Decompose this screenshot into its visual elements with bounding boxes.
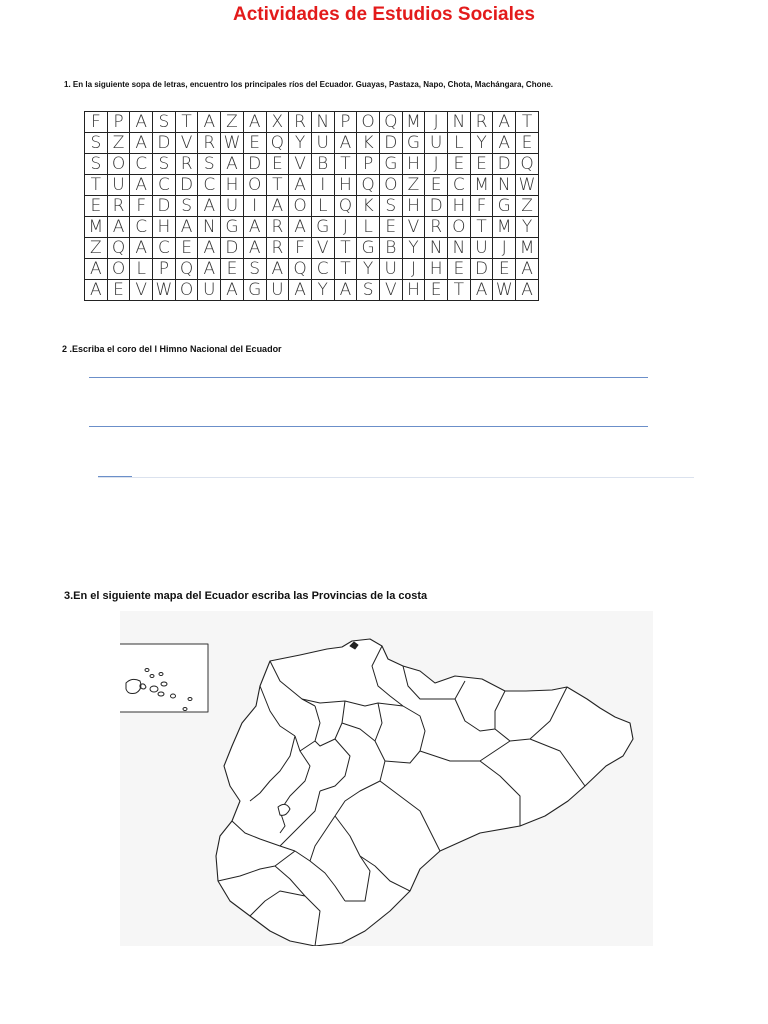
grid-cell[interactable]: R — [107, 196, 130, 217]
grid-cell[interactable]: M — [402, 112, 425, 133]
grid-cell[interactable]: A — [221, 280, 244, 301]
grid-cell[interactable]: T — [334, 154, 357, 175]
grid-cell[interactable]: A — [243, 217, 266, 238]
grid-cell[interactable]: V — [175, 133, 198, 154]
grid-cell[interactable]: R — [266, 238, 289, 259]
grid-cell[interactable]: O — [107, 259, 130, 280]
grid-row — [85, 280, 539, 301]
grid-cell[interactable]: A — [289, 280, 312, 301]
grid-cell[interactable]: E — [221, 259, 244, 280]
grid-cell[interactable]: D — [470, 259, 493, 280]
grid-cell[interactable]: E — [470, 154, 493, 175]
grid-cell[interactable]: S — [153, 112, 176, 133]
grid-cell[interactable]: Q — [334, 196, 357, 217]
question-1-text: 1. En la siguiente sopa de letras, encuentro los principales ríos del Ecuador. Guayas, Pastaza, Napo, Chota, Machángara, Chone. — [64, 80, 554, 89]
grid-row — [85, 133, 539, 154]
grid-cell[interactable]: F — [85, 112, 108, 133]
answer-line-3-start — [98, 476, 132, 477]
grid-cell[interactable]: Q — [357, 175, 380, 196]
grid-cell[interactable]: H — [334, 175, 357, 196]
grid-row — [85, 238, 539, 259]
grid-cell[interactable]: U — [379, 259, 402, 280]
grid-cell[interactable]: N — [311, 112, 334, 133]
question-2-text: 2 .Escriba el coro del l Himno Nacional del Ecuador — [62, 344, 282, 354]
grid-cell[interactable]: V — [289, 154, 312, 175]
grid-cell[interactable]: E — [266, 154, 289, 175]
grid-cell[interactable]: T — [470, 217, 493, 238]
grid-cell[interactable]: Q — [266, 133, 289, 154]
grid-cell[interactable]: W — [221, 133, 244, 154]
grid-cell[interactable]: R — [198, 133, 221, 154]
grid-cell[interactable]: A — [493, 112, 516, 133]
grid-cell[interactable]: N — [425, 238, 448, 259]
grid-cell[interactable]: A — [266, 196, 289, 217]
grid-cell[interactable]: V — [402, 217, 425, 238]
grid-cell[interactable]: A — [198, 112, 221, 133]
grid-cell[interactable]: U — [470, 238, 493, 259]
grid-row — [85, 196, 539, 217]
grid-cell[interactable]: A — [130, 112, 153, 133]
grid-cell[interactable]: T — [516, 112, 539, 133]
grid-cell[interactable]: J — [425, 112, 448, 133]
grid-cell[interactable]: S — [379, 196, 402, 217]
grid-cell[interactable]: C — [153, 175, 176, 196]
grid-row — [85, 175, 539, 196]
grid-cell[interactable]: S — [153, 154, 176, 175]
grid-cell[interactable]: A — [334, 280, 357, 301]
grid-cell[interactable]: S — [357, 280, 380, 301]
grid-cell[interactable]: O — [379, 175, 402, 196]
grid-cell[interactable]: Z — [221, 112, 244, 133]
grid-cell[interactable]: S — [85, 154, 108, 175]
grid-cell[interactable]: P — [107, 112, 130, 133]
grid-cell[interactable]: A — [516, 259, 539, 280]
grid-cell[interactable]: A — [243, 238, 266, 259]
grid-cell[interactable]: E — [448, 154, 471, 175]
grid-cell[interactable]: Z — [402, 175, 425, 196]
grid-cell[interactable]: P — [153, 259, 176, 280]
grid-cell[interactable]: T — [334, 238, 357, 259]
grid-cell[interactable]: G — [221, 217, 244, 238]
grid-cell[interactable]: A — [198, 196, 221, 217]
grid-cell[interactable]: U — [107, 175, 130, 196]
grid-cell[interactable]: D — [379, 133, 402, 154]
galapagos-inset — [120, 644, 208, 712]
grid-cell[interactable]: S — [198, 154, 221, 175]
grid-cell[interactable]: G — [243, 280, 266, 301]
grid-cell[interactable]: Y — [516, 217, 539, 238]
grid-cell[interactable]: C — [198, 175, 221, 196]
grid-cell[interactable]: T — [85, 175, 108, 196]
grid-cell[interactable]: J — [402, 259, 425, 280]
grid-cell[interactable]: O — [243, 175, 266, 196]
grid-cell[interactable]: D — [153, 196, 176, 217]
grid-cell[interactable]: A — [130, 133, 153, 154]
grid-cell[interactable]: C — [153, 238, 176, 259]
grid-cell[interactable]: J — [334, 217, 357, 238]
page-title: Actividades de Estudios Sociales — [233, 4, 535, 25]
grid-cell[interactable]: G — [379, 154, 402, 175]
grid-cell[interactable]: N — [448, 238, 471, 259]
grid-cell[interactable]: Y — [289, 133, 312, 154]
answer-line-2[interactable] — [89, 426, 648, 427]
grid-cell[interactable]: H — [402, 154, 425, 175]
grid-cell[interactable]: E — [243, 133, 266, 154]
grid-cell[interactable]: D — [175, 175, 198, 196]
grid-cell[interactable]: Y — [470, 133, 493, 154]
grid-cell[interactable]: A — [107, 217, 130, 238]
grid-cell[interactable]: U — [266, 280, 289, 301]
grid-cell[interactable]: C — [448, 175, 471, 196]
grid-cell[interactable]: V — [311, 238, 334, 259]
grid-cell[interactable]: L — [357, 217, 380, 238]
grid-cell[interactable]: A — [85, 259, 108, 280]
grid-cell[interactable]: Y — [402, 238, 425, 259]
grid-cell[interactable]: E — [107, 280, 130, 301]
grid-cell[interactable]: D — [153, 133, 176, 154]
grid-cell[interactable]: J — [493, 238, 516, 259]
answer-line-1[interactable] — [89, 377, 648, 378]
grid-cell[interactable]: U — [311, 133, 334, 154]
grid-cell[interactable]: A — [289, 217, 312, 238]
grid-cell[interactable]: H — [221, 175, 244, 196]
grid-cell[interactable]: A — [470, 280, 493, 301]
grid-cell[interactable]: N — [198, 217, 221, 238]
grid-cell[interactable]: G — [493, 196, 516, 217]
grid-cell[interactable]: D — [493, 154, 516, 175]
grid-row — [85, 259, 539, 280]
grid-cell[interactable]: Y — [357, 259, 380, 280]
grid-cell[interactable]: M — [493, 217, 516, 238]
grid-cell[interactable]: E — [379, 217, 402, 238]
grid-cell[interactable]: A — [85, 280, 108, 301]
grid-cell[interactable]: E — [425, 280, 448, 301]
grid-cell[interactable]: W — [516, 175, 539, 196]
grid-cell[interactable]: S — [85, 133, 108, 154]
answer-line-3[interactable] — [98, 477, 694, 478]
grid-cell[interactable]: K — [357, 196, 380, 217]
grid-cell[interactable]: F — [470, 196, 493, 217]
grid-cell[interactable]: A — [493, 133, 516, 154]
grid-cell[interactable]: R — [289, 112, 312, 133]
grid-cell[interactable]: M — [516, 238, 539, 259]
grid-cell[interactable]: R — [266, 217, 289, 238]
grid-cell[interactable]: Y — [311, 280, 334, 301]
grid-cell[interactable]: Q — [379, 112, 402, 133]
grid-cell[interactable]: A — [289, 175, 312, 196]
grid-cell[interactable]: X — [266, 112, 289, 133]
grid-cell[interactable]: R — [470, 112, 493, 133]
grid-cell[interactable]: C — [130, 217, 153, 238]
grid-cell[interactable]: A — [243, 112, 266, 133]
grid-cell[interactable]: A — [516, 280, 539, 301]
grid-cell[interactable]: D — [243, 154, 266, 175]
grid-cell[interactable]: M — [470, 175, 493, 196]
grid-cell[interactable]: E — [493, 259, 516, 280]
grid-cell[interactable]: T — [448, 280, 471, 301]
grid-row — [85, 112, 539, 133]
grid-cell[interactable]: O — [107, 154, 130, 175]
grid-cell[interactable]: I — [311, 175, 334, 196]
grid-cell[interactable]: H — [448, 196, 471, 217]
grid-cell[interactable]: H — [402, 196, 425, 217]
grid-cell[interactable]: M — [85, 217, 108, 238]
grid-cell[interactable]: B — [379, 238, 402, 259]
grid-cell[interactable]: H — [402, 280, 425, 301]
grid-cell[interactable]: A — [198, 259, 221, 280]
grid-row — [85, 217, 539, 238]
grid-cell[interactable]: G — [357, 238, 380, 259]
grid-cell[interactable]: Q — [289, 259, 312, 280]
grid-cell[interactable]: A — [175, 217, 198, 238]
grid-cell[interactable]: A — [130, 175, 153, 196]
grid-cell[interactable]: D — [221, 238, 244, 259]
grid-cell[interactable]: T — [175, 112, 198, 133]
grid-cell[interactable]: E — [516, 133, 539, 154]
grid-cell[interactable]: O — [357, 112, 380, 133]
grid-row — [85, 154, 539, 175]
grid-cell[interactable]: N — [493, 175, 516, 196]
grid-cell[interactable]: V — [130, 280, 153, 301]
grid-cell[interactable]: K — [357, 133, 380, 154]
grid-cell[interactable]: A — [334, 133, 357, 154]
grid-cell[interactable]: O — [289, 196, 312, 217]
grid-cell[interactable]: O — [175, 280, 198, 301]
grid-cell[interactable]: Q — [107, 238, 130, 259]
grid-cell[interactable]: V — [379, 280, 402, 301]
grid-cell[interactable]: T — [266, 175, 289, 196]
grid-cell[interactable]: A — [198, 238, 221, 259]
grid-cell[interactable]: D — [425, 196, 448, 217]
grid-cell[interactable]: P — [334, 112, 357, 133]
grid-cell[interactable]: U — [221, 196, 244, 217]
grid-cell[interactable]: A — [266, 259, 289, 280]
grid-cell[interactable]: O — [448, 217, 471, 238]
grid-cell[interactable]: P — [357, 154, 380, 175]
grid-cell[interactable]: R — [425, 217, 448, 238]
grid-cell[interactable]: F — [130, 196, 153, 217]
grid-cell[interactable]: L — [130, 259, 153, 280]
ecuador-map — [120, 611, 653, 946]
grid-cell[interactable]: T — [334, 259, 357, 280]
grid-cell[interactable]: W — [153, 280, 176, 301]
grid-cell[interactable]: A — [221, 154, 244, 175]
grid-cell[interactable]: R — [175, 154, 198, 175]
word-search-grid — [84, 111, 539, 301]
grid-cell[interactable]: Q — [175, 259, 198, 280]
grid-cell[interactable]: W — [493, 280, 516, 301]
grid-cell[interactable]: E — [425, 175, 448, 196]
grid-cell[interactable]: U — [198, 280, 221, 301]
grid-cell[interactable]: J — [425, 154, 448, 175]
question-3-text: 3.En el siguiente mapa del Ecuador escriba las Provincias de la costa — [64, 590, 428, 602]
grid-cell[interactable]: A — [130, 238, 153, 259]
grid-cell[interactable]: L — [311, 196, 334, 217]
grid-cell[interactable]: U — [425, 133, 448, 154]
grid-cell[interactable]: H — [153, 217, 176, 238]
grid-cell[interactable]: Z — [107, 133, 130, 154]
grid-cell[interactable]: C — [130, 154, 153, 175]
grid-cell[interactable]: Z — [516, 196, 539, 217]
grid-cell[interactable]: E — [175, 238, 198, 259]
grid-cell[interactable]: Q — [516, 154, 539, 175]
grid-cell[interactable]: E — [448, 259, 471, 280]
grid-cell[interactable]: B — [311, 154, 334, 175]
grid-cell[interactable]: L — [448, 133, 471, 154]
grid-cell[interactable]: E — [85, 196, 108, 217]
grid-cell[interactable]: F — [289, 238, 312, 259]
grid-cell[interactable]: H — [425, 259, 448, 280]
grid-cell[interactable]: S — [175, 196, 198, 217]
grid-cell[interactable]: N — [448, 112, 471, 133]
grid-cell[interactable]: I — [243, 196, 266, 217]
grid-cell[interactable]: G — [311, 217, 334, 238]
grid-cell[interactable]: S — [243, 259, 266, 280]
grid-cell[interactable]: Z — [85, 238, 108, 259]
grid-cell[interactable]: C — [311, 259, 334, 280]
grid-cell[interactable]: G — [402, 133, 425, 154]
